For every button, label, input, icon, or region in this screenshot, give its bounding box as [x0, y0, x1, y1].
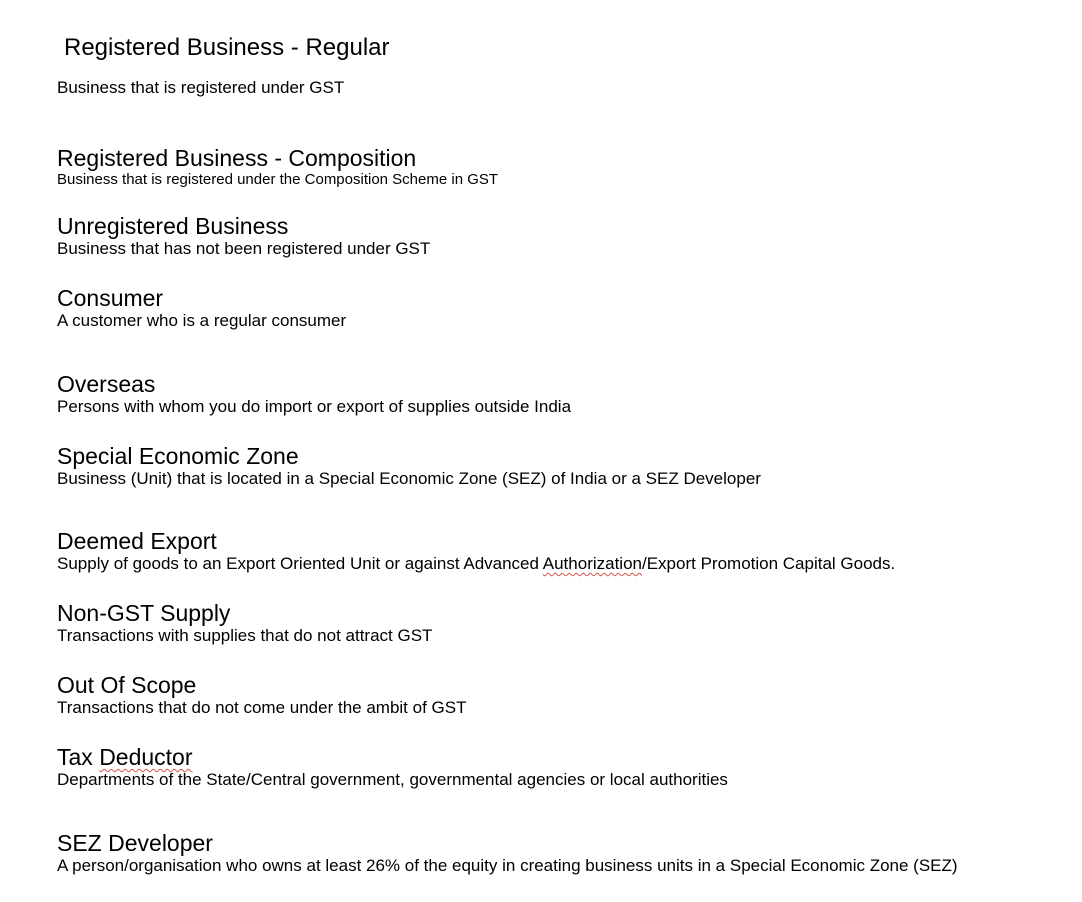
entry-title: Registered Business - Composition [57, 145, 417, 171]
entry-description: A customer who is a regular consumer [57, 311, 347, 330]
entry-unregistered-business [57, 213, 430, 259]
entry-description: Business that has not been registered under GST [57, 239, 431, 258]
entry-sez-developer [57, 830, 958, 876]
description-text: /Export Promotion Capital Goods. [642, 554, 896, 573]
entry-title: Out Of Scope [57, 672, 197, 698]
entry-special-economic-zone [57, 443, 761, 489]
entry-title: Overseas [57, 371, 156, 397]
spellcheck-flagged-word: Authorization [542, 554, 642, 573]
entry-description: A person/organisation who owns at least 26% of the equity in creating business units in a Special Economic Zone (SEZ) [57, 856, 958, 875]
entry-registered-business-composition [57, 145, 498, 189]
entry-title: Non-GST Supply [57, 600, 231, 626]
entry-description [57, 554, 895, 574]
entry-description: Business (Unit) that is located in a Special Economic Zone (SEZ) of India or a SEZ Developer [57, 469, 761, 488]
entry-description: Departments of the State/Central government, governmental agencies or local authorities [57, 770, 728, 789]
spellcheck-flagged-word: Deductor [99, 744, 193, 770]
entry-title: Consumer [57, 285, 164, 311]
entry-registered-business-regular [57, 35, 390, 98]
entry-description: Persons with whom you do import or export of supplies outside India [57, 397, 572, 416]
entry-consumer [57, 285, 346, 331]
entry-title: Unregistered Business [57, 213, 289, 239]
entry-title [57, 744, 728, 770]
entry-title: Registered Business - Regular [64, 34, 390, 61]
entry-description: Business that is registered under the Composition Scheme in GST [57, 171, 499, 188]
entry-deemed-export [57, 528, 895, 574]
entry-out-of-scope [57, 672, 466, 718]
entry-title: Special Economic Zone [57, 443, 299, 469]
entry-title: SEZ Developer [57, 830, 213, 856]
entry-non-gst-supply [57, 600, 432, 646]
description-text: Supply of goods to an Export Oriented Unit or against Advanced [57, 554, 543, 573]
title-text: Tax [57, 744, 100, 770]
entry-tax-deductor [57, 744, 728, 790]
entry-title: Deemed Export [57, 528, 217, 554]
entry-description: Business that is registered under GST [57, 78, 345, 97]
entry-overseas [57, 371, 571, 417]
entry-description: Transactions that do not come under the ambit of GST [57, 698, 467, 717]
entry-description: Transactions with supplies that do not attract GST [57, 626, 433, 645]
